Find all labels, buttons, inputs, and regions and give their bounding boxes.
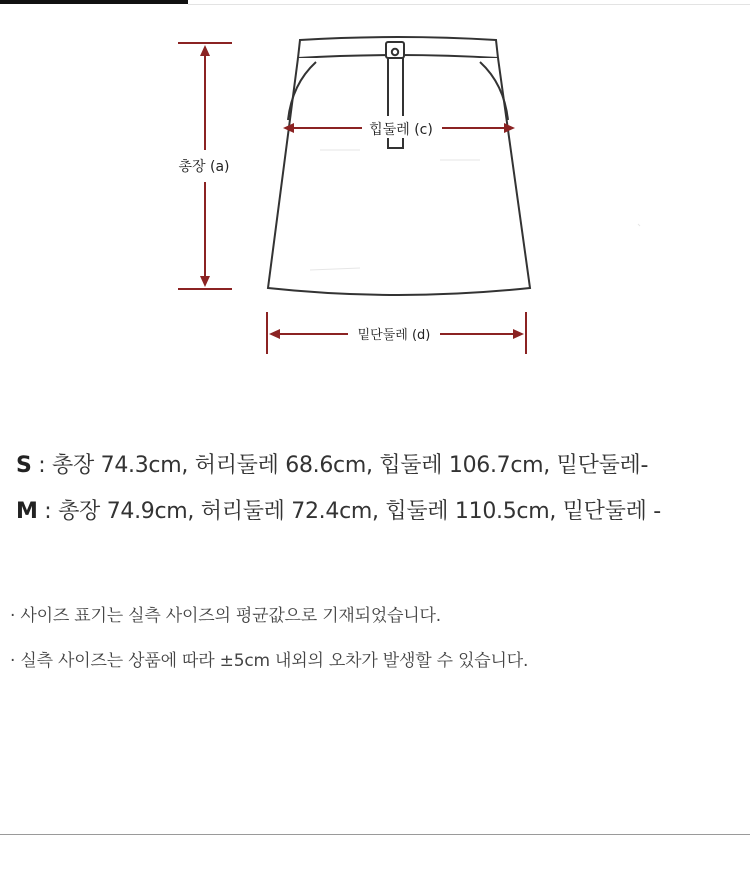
skirt-outline xyxy=(268,37,530,295)
size-name: M xyxy=(16,499,38,524)
size-row-s xyxy=(16,448,648,479)
hem-label: 밑단둘레 (d) xyxy=(357,328,431,343)
hip-label: 힙둘레 (c) xyxy=(369,122,433,138)
size-name: S xyxy=(16,453,32,478)
note-tolerance: · 실측 사이즈는 상품에 따라 ±5cm 내외의 오차가 발생할 수 있습니다. xyxy=(10,651,529,671)
note-average: · 사이즈 표기는 실측 사이즈의 평균값으로 기재되었습니다. xyxy=(10,606,441,626)
size-row-m xyxy=(16,494,661,525)
total-length-label: 총장 (a) xyxy=(178,159,230,175)
skirt-measurement-diagram xyxy=(0,0,750,380)
size-measurements: : 총장 74.3cm, 허리둘레 68.6cm, 힙둘레 106.7cm, 밑단둘레- xyxy=(31,453,649,478)
size-measurements: : 총장 74.9cm, 허리둘레 72.4cm, 힙둘레 110.5cm, 밑단둘레 - xyxy=(37,499,661,524)
bottom-rule xyxy=(0,834,750,835)
